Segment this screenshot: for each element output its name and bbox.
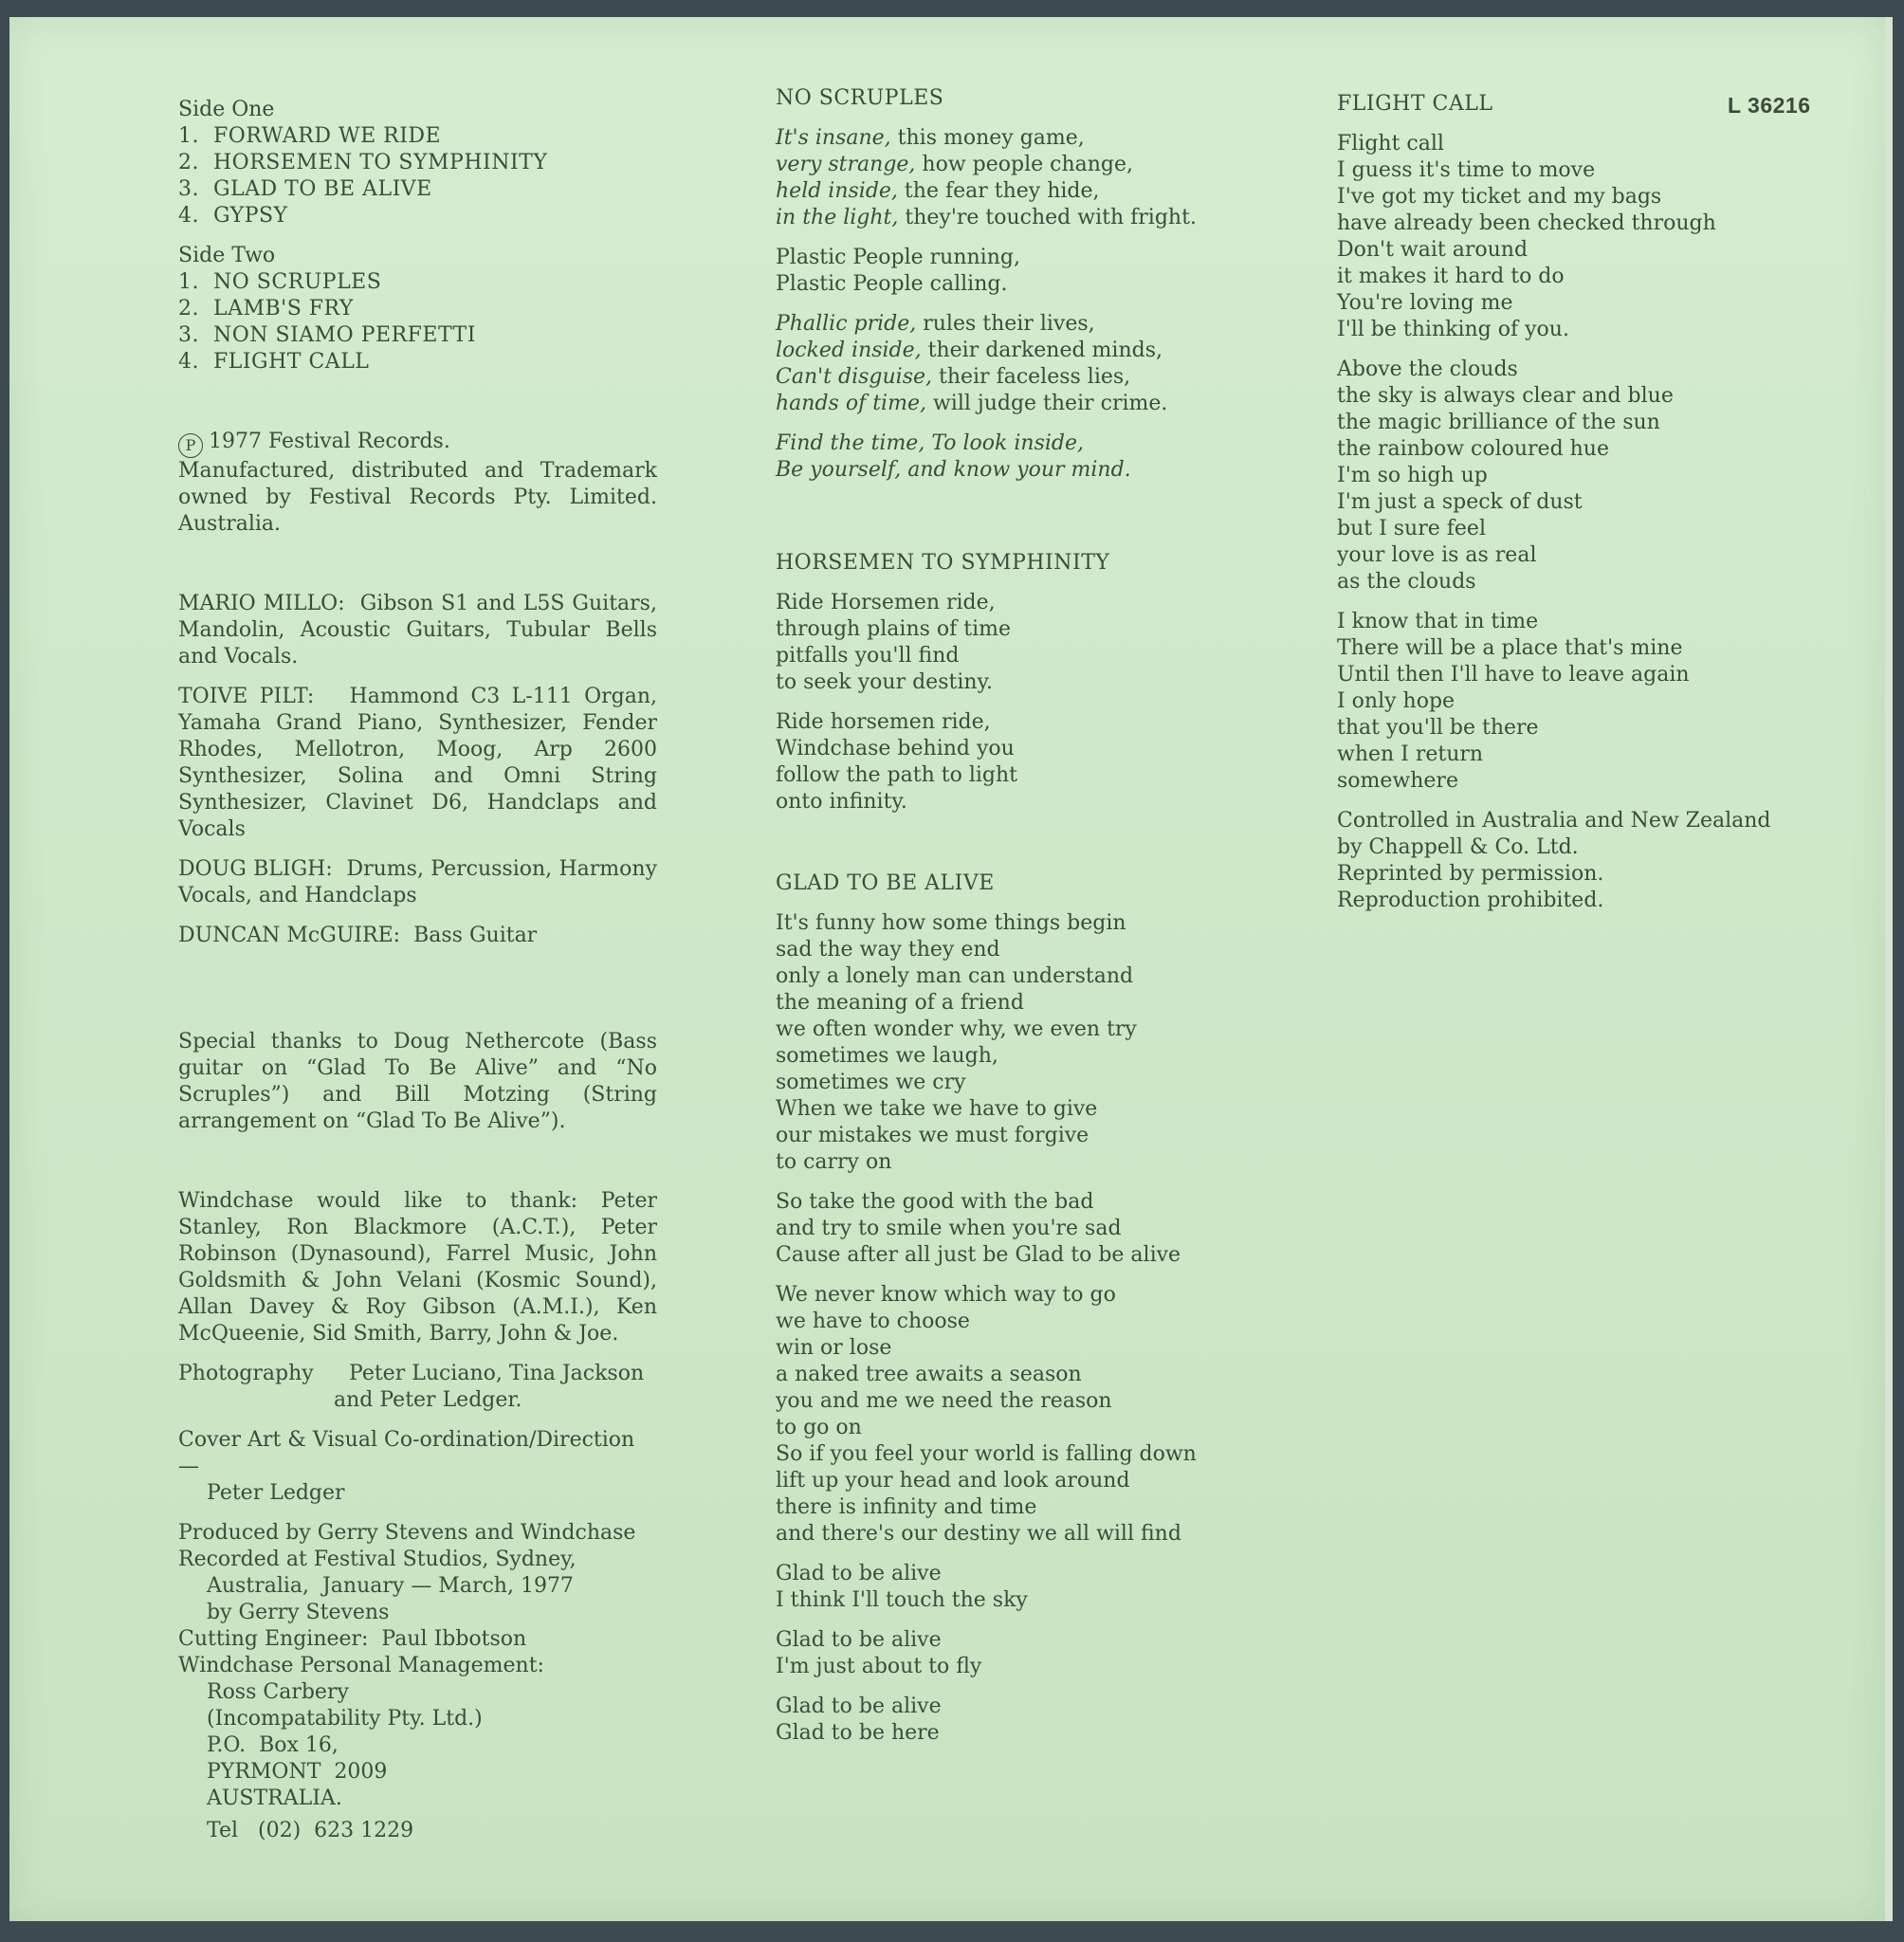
musician-name: DOUG BLIGH: bbox=[178, 857, 333, 881]
lyric-text: their darkened minds, bbox=[921, 339, 1163, 362]
production-line: Cutting Engineer: Paul Ibbotson bbox=[178, 1627, 527, 1651]
lyric-line: it makes it hard to do bbox=[1337, 265, 1565, 288]
track-item: 2. LAMB'S FRY bbox=[178, 297, 354, 321]
lyric-text: how people change, bbox=[915, 153, 1134, 176]
credit-toive bbox=[178, 684, 657, 843]
lyric-line: Ride horsemen ride, bbox=[776, 710, 991, 734]
lyric-line: I'll be thinking of you. bbox=[1337, 318, 1569, 341]
lyric-line: the sky is always clear and blue bbox=[1337, 384, 1674, 408]
lyric-line: your love is as real bbox=[1337, 543, 1537, 567]
lyric-line: there is infinity and time bbox=[776, 1495, 1037, 1519]
photography-names: Peter Luciano, Tina Jackson bbox=[349, 1362, 645, 1385]
musician-instruments: Gibson S1 and L5S Guitars, Mandolin, Acoustic Guitars, Tubular Bells and Vocals. bbox=[178, 592, 657, 669]
musician-instruments: Hammond C3 L-111 Organ, Yamaha Grand Piano, Synthesizer, Fender Rhodes, Mellotron, Moog, Arp 2600 Synthesizer, Solina and Omni String Synthesizer, Clavinet D6, Handclaps and Vocals bbox=[178, 685, 658, 841]
lyric-line: somewhere bbox=[1337, 769, 1458, 793]
lyric-line: Plastic People calling. bbox=[776, 272, 1008, 296]
lyrics-stanza bbox=[776, 125, 1221, 231]
lyric-line: I only hope bbox=[1337, 689, 1455, 713]
lyric-line: Be yourself, and know your mind. bbox=[776, 458, 1131, 482]
lyrics-stanza bbox=[776, 1282, 1221, 1548]
side-two-title: Side Two bbox=[178, 244, 276, 267]
lyric-line: There will be a place that's mine bbox=[1337, 636, 1683, 660]
lyric-text: this money game, bbox=[890, 126, 1085, 150]
lyric-line: onto infinity. bbox=[776, 790, 907, 814]
lyrics-stanza bbox=[776, 245, 1221, 298]
lyric-line: When we take we have to give bbox=[776, 1097, 1098, 1121]
lyric-line: So take the good with the bad bbox=[776, 1190, 1094, 1214]
lyric-line: the meaning of a friend bbox=[776, 991, 1024, 1015]
song-title-no-scruples: NO SCRUPLES bbox=[776, 86, 944, 110]
catalog-number: L 36216 bbox=[1728, 93, 1811, 118]
lyric-line: the magic brilliance of the sun bbox=[1337, 411, 1660, 434]
lyric-line: So if you feel your world is falling down bbox=[776, 1442, 1197, 1466]
lyric-line: Reprinted by permission. bbox=[1337, 862, 1604, 886]
lyric-italic: very strange, bbox=[776, 153, 916, 176]
lyric-line: Glad to be alive bbox=[776, 1695, 942, 1718]
production-line: by Gerry Stevens bbox=[207, 1601, 390, 1624]
lyric-line: sometimes we laugh, bbox=[776, 1044, 998, 1068]
production-line: Ross Carbery bbox=[207, 1680, 349, 1704]
lyric-line bbox=[776, 125, 1221, 152]
credit-text bbox=[178, 856, 657, 909]
track-item: 1. FORWARD WE RIDE bbox=[178, 124, 442, 148]
lyrics-stanza bbox=[776, 311, 1221, 417]
song-title-horsemen: HORSEMEN TO SYMPHINITY bbox=[776, 551, 1110, 575]
lyric-line: Plastic People running, bbox=[776, 246, 1020, 269]
lyric-line: Glad to be alive bbox=[776, 1628, 942, 1652]
lyric-line: It's funny how some things begin bbox=[776, 911, 1126, 935]
lyric-text: they're touched with fright. bbox=[898, 206, 1197, 229]
lyric-italic: Phallic pride, bbox=[776, 312, 917, 336]
lyric-italic: Can't disguise, bbox=[776, 365, 932, 389]
lyric-line: follow the path to light bbox=[776, 763, 1017, 787]
lyric-line: sad the way they end bbox=[776, 938, 1000, 962]
production-line: AUSTRALIA. bbox=[207, 1786, 342, 1810]
lyric-line: when I return bbox=[1337, 742, 1484, 766]
lyric-italic: locked inside, bbox=[776, 339, 922, 362]
manufacturer-note: Manufactured, distributed and Trademark owned by Festival Records Pty. Limited. Australia. bbox=[178, 459, 657, 536]
publisher-note bbox=[1337, 808, 1830, 914]
lyric-text: rules their lives, bbox=[916, 312, 1095, 336]
lyric-line: Glad to be here bbox=[776, 1721, 940, 1745]
record-sleeve bbox=[9, 17, 1893, 1921]
lyrics-stanza bbox=[1337, 131, 1830, 343]
track-item: 1. NO SCRUPLES bbox=[178, 270, 382, 294]
lyric-line bbox=[776, 391, 1221, 417]
lyric-line: as the clouds bbox=[1337, 570, 1476, 594]
musician-name: TOIVE PILT: bbox=[178, 685, 315, 708]
lyric-line: Find the time, To look inside, bbox=[776, 431, 1084, 455]
lyric-line: through plains of time bbox=[776, 617, 1012, 641]
lyric-line: We never know which way to go bbox=[776, 1283, 1116, 1307]
lyric-line: that you'll be there bbox=[1337, 716, 1539, 740]
credit-text bbox=[178, 591, 657, 670]
credits-column bbox=[178, 97, 657, 1844]
lyric-line: Windchase behind you bbox=[776, 737, 1015, 760]
lyric-line: only a lonely man can understand bbox=[776, 964, 1134, 988]
song-title-glad: GLAD TO BE ALIVE bbox=[776, 871, 995, 895]
lyric-line: by Chappell & Co. Ltd. bbox=[1337, 835, 1579, 859]
lyric-line: the rainbow coloured hue bbox=[1337, 437, 1609, 461]
track-item: 2. HORSEMEN TO SYMPHINITY bbox=[178, 151, 548, 174]
lyric-line: a naked tree awaits a season bbox=[776, 1363, 1082, 1386]
photography-credit bbox=[178, 1361, 657, 1387]
production-line: Windchase Personal Management: bbox=[178, 1654, 544, 1677]
lyrics-stanza bbox=[1337, 609, 1830, 795]
lyric-line: Reproduction prohibited. bbox=[1337, 889, 1604, 912]
lyrics-column-middle bbox=[776, 85, 1221, 1747]
musician-name: DUNCAN McGUIRE: bbox=[178, 924, 401, 947]
lyric-line: we have to choose bbox=[776, 1310, 970, 1333]
lyric-line: to carry on bbox=[776, 1150, 892, 1174]
lyric-text: the fear they hide, bbox=[897, 179, 1100, 203]
musician-name: MARIO MILLO: bbox=[178, 592, 345, 615]
lyric-line bbox=[776, 338, 1221, 364]
lyric-line: I guess it's time to move bbox=[1337, 158, 1596, 182]
lyric-italic: hands of time, bbox=[776, 392, 926, 415]
lyrics-column-right bbox=[1337, 91, 1830, 914]
production-line: Australia, January — March, 1977 bbox=[207, 1574, 574, 1598]
lyric-italic: in the light, bbox=[776, 206, 899, 229]
lyrics-stanza bbox=[776, 1561, 1221, 1614]
lyric-line: You're loving me bbox=[1337, 291, 1513, 315]
lyric-line: to go on bbox=[776, 1416, 862, 1439]
musician-instruments: Drums, Percussion, Harmony Vocals, and Handclaps bbox=[178, 857, 658, 907]
lyric-italic: It's insane, bbox=[776, 126, 891, 150]
lyric-line: lift up your head and look around bbox=[776, 1469, 1130, 1493]
lyric-line: I'm so high up bbox=[1337, 464, 1488, 487]
credit-text bbox=[178, 923, 537, 949]
lyric-line: pitfalls you'll find bbox=[776, 644, 960, 668]
lyric-line: but I sure feel bbox=[1337, 517, 1486, 540]
photography-label: Photography bbox=[178, 1362, 314, 1385]
lyric-line: to seek your destiny. bbox=[776, 670, 994, 694]
lyrics-stanza bbox=[1337, 357, 1830, 595]
track-item: 3. NON SIAMO PERFETTI bbox=[178, 323, 476, 347]
lyric-line: Controlled in Australia and New Zealand bbox=[1337, 809, 1771, 833]
track-item: 4. GYPSY bbox=[178, 204, 288, 228]
lyric-line: I think I'll touch the sky bbox=[776, 1588, 1028, 1612]
special-thanks: Special thanks to Doug Nethercote (Bass guitar on “Glad To Be Alive” and “No Scruples”) and Bill Motzing (String arrangement on “Glad To Be Alive”). bbox=[178, 1030, 657, 1133]
track-item: 4. FLIGHT CALL bbox=[178, 350, 370, 374]
lyrics-stanza bbox=[776, 1627, 1221, 1680]
lyric-italic: held inside, bbox=[776, 179, 898, 203]
side-one-title: Side One bbox=[178, 98, 275, 121]
lyric-line bbox=[776, 311, 1221, 338]
production-line: PYRMONT 2009 bbox=[207, 1760, 388, 1784]
lyrics-stanza bbox=[776, 910, 1221, 1176]
production-line: Recorded at Festival Studios, Sydney, bbox=[178, 1548, 577, 1571]
credit-duncan bbox=[178, 923, 657, 949]
lyrics-stanza bbox=[776, 709, 1221, 815]
lyric-line: Cause after all just be Glad to be alive bbox=[776, 1243, 1181, 1267]
lyric-line: you and me we need the reason bbox=[776, 1389, 1112, 1413]
credit-mario bbox=[178, 591, 657, 670]
lyrics-stanza bbox=[776, 590, 1221, 696]
lyric-line: we often wonder why, we even try bbox=[776, 1017, 1137, 1041]
production-line: Produced by Gerry Stevens and Windchase bbox=[178, 1521, 636, 1545]
lyric-line: and try to smile when you're sad bbox=[776, 1217, 1122, 1240]
cover-art-name: Peter Ledger bbox=[207, 1481, 345, 1505]
lyric-line: and there's our destiny we all will find bbox=[776, 1522, 1181, 1546]
copyright-line bbox=[178, 429, 657, 458]
lyric-line bbox=[776, 205, 1221, 231]
lyric-line: Until then I'll have to leave again bbox=[1337, 663, 1690, 687]
photography-names-cont: and Peter Ledger. bbox=[334, 1388, 522, 1412]
lyric-line: Flight call bbox=[1337, 132, 1444, 156]
production-line: Tel (02) 623 1229 bbox=[207, 1819, 414, 1842]
lyric-line: Above the clouds bbox=[1337, 357, 1518, 381]
copyright-text: 1977 Festival Records. bbox=[209, 430, 450, 453]
credit-text bbox=[178, 684, 657, 843]
lyric-line bbox=[776, 178, 1221, 205]
lyric-line bbox=[776, 152, 1221, 178]
lyric-line: I'm just a speck of dust bbox=[1337, 490, 1583, 514]
lyric-line: Ride Horsemen ride, bbox=[776, 591, 996, 614]
lyrics-stanza bbox=[776, 1694, 1221, 1747]
song-title-flight-call: FLIGHT CALL bbox=[1337, 92, 1493, 116]
musician-instruments: Bass Guitar bbox=[413, 924, 538, 947]
production-credits bbox=[178, 1520, 657, 1844]
production-line: (Incompatability Pty. Ltd.) bbox=[207, 1707, 483, 1731]
lyric-text: their faceless lies, bbox=[932, 365, 1131, 389]
phonogram-icon: P bbox=[178, 433, 203, 458]
lyrics-stanza bbox=[776, 431, 1221, 484]
lyrics-stanza bbox=[776, 1189, 1221, 1269]
lyric-line: I'm just about to fly bbox=[776, 1655, 982, 1678]
lyric-line: Don't wait around bbox=[1337, 238, 1529, 262]
lyric-line bbox=[776, 364, 1221, 391]
lyric-line: I've got my ticket and my bags bbox=[1337, 185, 1662, 209]
production-line: P.O. Box 16, bbox=[207, 1733, 339, 1757]
lyric-line: have already been checked through bbox=[1337, 211, 1716, 235]
windchase-thanks: Windchase would like to thank: Peter Stanley, Ron Blackmore (A.C.T.), Peter Robinson (Dynasound), Farrel Music, John Goldsmith & John Velani (Kosmic Sound), Allan Davey & Roy Gibson (A.M.I.), Ken McQueenie, Sid Smith, Barry, John & Joe. bbox=[178, 1189, 657, 1346]
cover-art-credit: Cover Art & Visual Co-ordination/Direction — bbox=[178, 1428, 635, 1478]
lyric-line: Glad to be alive bbox=[776, 1562, 942, 1585]
lyric-line: sometimes we cry bbox=[776, 1071, 966, 1094]
credit-doug bbox=[178, 856, 657, 909]
track-item: 3. GLAD TO BE ALIVE bbox=[178, 177, 432, 201]
lyric-line: win or lose bbox=[776, 1336, 892, 1360]
lyric-text: will judge their crime. bbox=[925, 392, 1168, 415]
lyric-line: our mistakes we must forgive bbox=[776, 1124, 1089, 1147]
lyric-line: I know that in time bbox=[1337, 610, 1539, 633]
